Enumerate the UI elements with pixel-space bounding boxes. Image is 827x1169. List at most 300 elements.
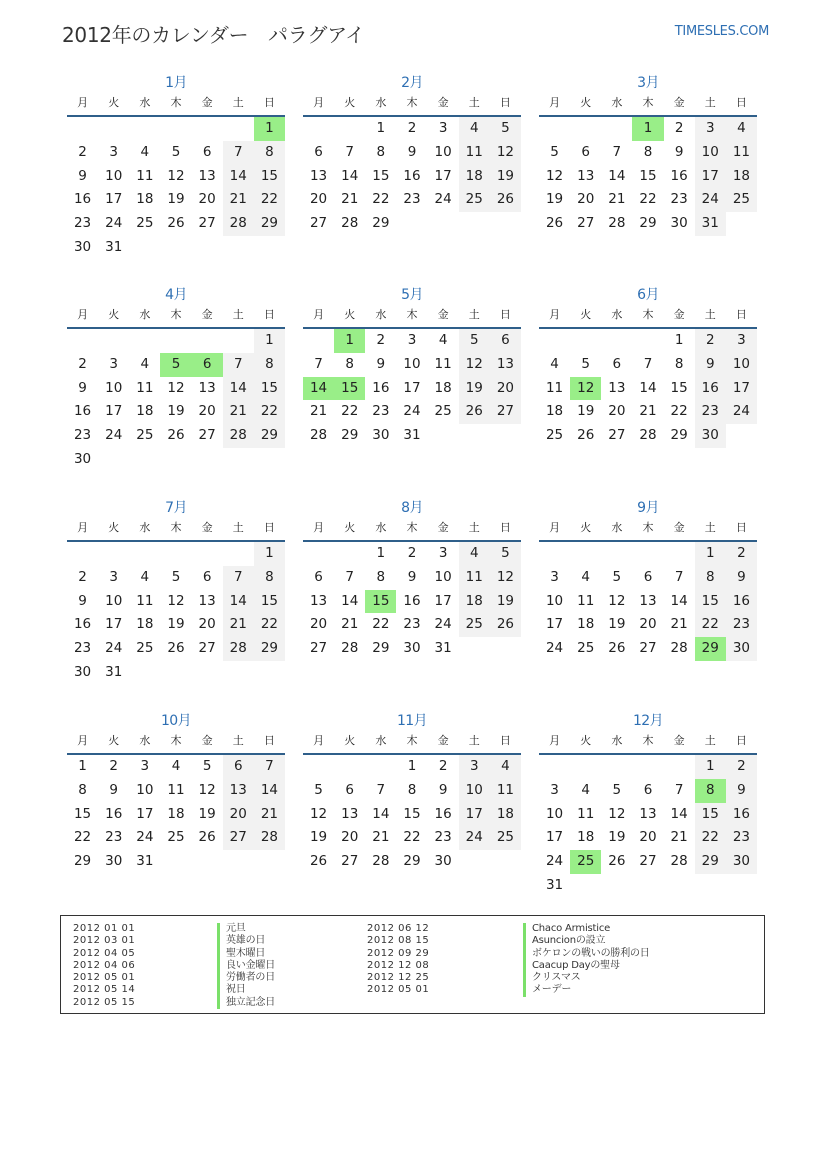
day-cell: 19 bbox=[577, 403, 595, 420]
week-row bbox=[539, 779, 757, 803]
day-cell: 4 bbox=[140, 355, 150, 372]
weekday-label: 土 bbox=[704, 308, 716, 321]
day-cell: 13 bbox=[639, 805, 657, 822]
week-row bbox=[303, 353, 521, 377]
day-cell: 3 bbox=[550, 781, 559, 798]
holiday-dates-col-1 bbox=[73, 923, 135, 1009]
day-cell: 21 bbox=[223, 188, 254, 212]
day-cell: 11 bbox=[459, 141, 490, 165]
day-cell: 10 bbox=[105, 167, 123, 184]
week-row bbox=[303, 590, 521, 614]
weekday-label: 木 bbox=[170, 308, 182, 321]
day-cell: 15 bbox=[372, 167, 390, 184]
day-cell: 1 bbox=[78, 758, 87, 774]
day-cell: 1 bbox=[674, 332, 684, 348]
day-cell: 14 bbox=[639, 379, 657, 396]
day-cell: 10 bbox=[434, 143, 452, 160]
month-name: 4月 bbox=[165, 287, 187, 303]
empty-cell bbox=[428, 212, 459, 236]
day-cell: 13 bbox=[639, 592, 657, 609]
week-row bbox=[303, 826, 521, 850]
weekday-label: 水 bbox=[139, 96, 151, 109]
day-cell: 2 bbox=[78, 568, 87, 585]
empty-cell bbox=[160, 117, 191, 141]
day-cell: 3 bbox=[459, 755, 490, 779]
day-cell: 7 bbox=[223, 353, 254, 377]
weekday-label: 火 bbox=[344, 96, 356, 109]
day-cell: 23 bbox=[403, 191, 421, 208]
day-cell: 5 bbox=[550, 143, 559, 160]
month-name: 5月 bbox=[401, 287, 423, 303]
week-row bbox=[539, 874, 757, 898]
day-cell: 30 bbox=[695, 424, 726, 448]
weekday-label: 日 bbox=[263, 308, 275, 321]
day-cell: 20 bbox=[639, 616, 657, 633]
month-name: 3月 bbox=[637, 75, 659, 91]
day-cell: 26 bbox=[167, 640, 185, 657]
day-cell: 12 bbox=[608, 592, 626, 609]
empty-cell bbox=[192, 542, 223, 566]
day-cell: 23 bbox=[372, 403, 390, 420]
empty-cell bbox=[98, 448, 129, 472]
day-cell: 6 bbox=[581, 143, 590, 160]
day-cell: 7 bbox=[254, 755, 285, 779]
day-cell: 15 bbox=[254, 165, 285, 189]
day-cell: 4 bbox=[171, 758, 181, 774]
empty-cell bbox=[726, 874, 757, 898]
week-row bbox=[539, 590, 757, 614]
day-cell: 1 bbox=[376, 545, 386, 561]
weekday-label: 月 bbox=[77, 521, 89, 534]
empty-cell bbox=[223, 448, 254, 472]
weekday-header bbox=[539, 93, 757, 117]
day-cell: 7 bbox=[376, 781, 386, 798]
empty-cell bbox=[490, 212, 521, 236]
week-row bbox=[539, 803, 757, 827]
empty-cell bbox=[632, 329, 663, 353]
weekday-header bbox=[67, 93, 285, 117]
weekday-label: 日 bbox=[735, 96, 747, 109]
holiday-name: 英雄の日 bbox=[217, 935, 275, 947]
month-calendar bbox=[299, 498, 521, 661]
holiday-date: 2012 05 15 bbox=[73, 996, 136, 1008]
day-cell: 17 bbox=[695, 165, 726, 189]
day-cell: 16 bbox=[726, 590, 757, 614]
weekday-label: 土 bbox=[468, 308, 480, 321]
day-cell: 5 bbox=[612, 568, 622, 585]
holiday-date: 2012 12 08 bbox=[367, 959, 430, 971]
weekday-label: 日 bbox=[499, 734, 511, 747]
weekday-label: 日 bbox=[499, 96, 511, 109]
empty-cell bbox=[539, 117, 570, 141]
day-cell: 22 bbox=[403, 829, 421, 846]
day-cell: 9 bbox=[726, 566, 757, 590]
day-cell: 16 bbox=[73, 191, 92, 208]
day-cell: 24 bbox=[105, 427, 123, 444]
day-cell: 14 bbox=[670, 592, 688, 609]
week-row bbox=[539, 353, 757, 377]
month-name: 1月 bbox=[165, 75, 187, 91]
empty-cell bbox=[539, 329, 570, 353]
month-name: 11月 bbox=[396, 713, 427, 729]
day-cell: 15 bbox=[670, 379, 688, 396]
day-cell: 6 bbox=[314, 143, 323, 160]
day-cell: 12 bbox=[309, 805, 328, 822]
week-row bbox=[67, 542, 285, 566]
weekday-label: 日 bbox=[735, 734, 747, 747]
week-row bbox=[67, 590, 285, 614]
empty-cell bbox=[303, 329, 334, 353]
empty-cell bbox=[254, 661, 285, 685]
day-cell: 3 bbox=[438, 120, 448, 136]
day-cell: 26 bbox=[490, 188, 521, 212]
day-cell: 4 bbox=[550, 355, 559, 372]
week-row bbox=[67, 165, 285, 189]
weekday-label: 木 bbox=[642, 521, 654, 534]
day-cell: 2 bbox=[695, 329, 726, 353]
weekday-label: 土 bbox=[704, 96, 716, 109]
weekday-label: 火 bbox=[108, 96, 120, 109]
day-cell: 11 bbox=[459, 566, 490, 590]
empty-cell bbox=[490, 637, 521, 661]
day-cell: 17 bbox=[545, 616, 564, 633]
empty-cell bbox=[539, 755, 570, 779]
day-cell: 10 bbox=[726, 353, 757, 377]
day-cell: 28 bbox=[608, 215, 626, 232]
weekday-label: 水 bbox=[139, 734, 151, 747]
day-cell: 5 bbox=[612, 781, 622, 798]
day-cell: 4 bbox=[140, 143, 150, 160]
day-cell: 29 bbox=[639, 215, 657, 232]
day-cell: 15 bbox=[73, 805, 92, 822]
weekday-label: 金 bbox=[437, 96, 449, 109]
day-cell: 27 bbox=[309, 640, 328, 657]
site-link[interactable]: TIMESLES.COM bbox=[674, 24, 769, 39]
week-row bbox=[67, 755, 285, 779]
day-cell: 17 bbox=[403, 379, 421, 396]
day-cell: 5 bbox=[314, 781, 323, 798]
day-cell: 12 bbox=[490, 566, 521, 590]
day-cell: 1 bbox=[695, 542, 726, 566]
day-cell: 4 bbox=[459, 117, 490, 141]
day-cell: 25 bbox=[136, 427, 154, 444]
day-cell: 24 bbox=[545, 640, 564, 657]
day-cell: 21 bbox=[341, 616, 359, 633]
weekday-label: 金 bbox=[201, 734, 213, 747]
weekday-label: 日 bbox=[499, 308, 511, 321]
day-cell: 31 bbox=[105, 238, 123, 255]
empty-cell bbox=[490, 424, 521, 448]
weekday-label: 火 bbox=[580, 308, 592, 321]
day-cell: 16 bbox=[73, 616, 92, 633]
day-cell: 13 bbox=[223, 779, 254, 803]
weekday-label: 木 bbox=[406, 308, 418, 321]
empty-cell bbox=[303, 755, 334, 779]
day-cell: 21 bbox=[372, 829, 390, 846]
weekday-header bbox=[67, 731, 285, 755]
empty-cell bbox=[129, 117, 160, 141]
day-cell: 14 bbox=[670, 805, 688, 822]
day-cell: 6 bbox=[202, 143, 212, 160]
day-cell: 20 bbox=[577, 191, 595, 208]
day-cell: 8 bbox=[254, 566, 285, 590]
month-calendar bbox=[63, 285, 285, 472]
day-cell: 19 bbox=[198, 805, 216, 822]
empty-cell bbox=[129, 661, 160, 685]
day-cell: 5 bbox=[490, 117, 521, 141]
holiday-name: Asuncionの設立 bbox=[523, 935, 650, 947]
weekday-label: 日 bbox=[263, 734, 275, 747]
day-cell: 21 bbox=[254, 803, 285, 827]
day-cell: 17 bbox=[545, 829, 564, 846]
day-cell: 10 bbox=[545, 592, 564, 609]
day-cell: 9 bbox=[695, 353, 726, 377]
empty-cell bbox=[459, 212, 490, 236]
weekday-label: 金 bbox=[437, 521, 449, 534]
weekday-label: 水 bbox=[375, 734, 387, 747]
day-cell: 12 bbox=[459, 353, 490, 377]
day-cell: 9 bbox=[78, 379, 87, 396]
day-cell: 29 bbox=[403, 853, 421, 870]
day-cell: 28 bbox=[309, 427, 328, 444]
week-row bbox=[303, 188, 521, 212]
day-cell: 17 bbox=[434, 592, 452, 609]
month-name: 8月 bbox=[401, 500, 423, 516]
day-cell: 10 bbox=[459, 779, 490, 803]
weekday-label: 土 bbox=[468, 96, 480, 109]
day-cell: 26 bbox=[545, 215, 564, 232]
day-cell: 1 bbox=[376, 120, 386, 136]
day-cell: 14 bbox=[223, 377, 254, 401]
day-cell: 2 bbox=[726, 542, 757, 566]
day-cell: 10 bbox=[105, 592, 123, 609]
day-cell: 21 bbox=[341, 191, 359, 208]
empty-cell bbox=[601, 329, 632, 353]
day-cell: 20 bbox=[341, 829, 359, 846]
day-cell: 24 bbox=[105, 215, 123, 232]
day-cell: 15 bbox=[254, 590, 285, 614]
holiday-names-col-2 bbox=[523, 923, 650, 997]
day-cell: 30 bbox=[670, 215, 688, 232]
empty-cell bbox=[726, 424, 757, 448]
day-cell: 8 bbox=[674, 355, 684, 372]
day-cell: 29 bbox=[695, 850, 726, 874]
empty-cell bbox=[601, 755, 632, 779]
weekday-label: 水 bbox=[139, 308, 151, 321]
month-calendar bbox=[535, 73, 757, 236]
week-row bbox=[303, 755, 521, 779]
weekday-label: 日 bbox=[263, 96, 275, 109]
day-cell: 11 bbox=[136, 167, 154, 184]
weekday-label: 土 bbox=[232, 308, 244, 321]
holiday-date: 2012 08 15 bbox=[367, 935, 430, 947]
day-cell: 28 bbox=[223, 637, 254, 661]
day-cell: 24 bbox=[459, 826, 490, 850]
day-cell: 8 bbox=[643, 143, 653, 160]
empty-cell bbox=[192, 448, 223, 472]
day-cell: 11 bbox=[726, 141, 757, 165]
day-cell: 27 bbox=[639, 640, 657, 657]
weekday-label: 水 bbox=[611, 308, 623, 321]
day-cell: 8 bbox=[407, 781, 417, 798]
holiday-date: 2012 05 01 bbox=[367, 984, 430, 996]
day-cell: 29 bbox=[695, 637, 726, 661]
day-cell: 25 bbox=[545, 427, 564, 444]
month-calendar bbox=[299, 285, 521, 448]
month-calendar bbox=[63, 498, 285, 685]
week-row bbox=[67, 141, 285, 165]
day-cell: 16 bbox=[73, 403, 92, 420]
holiday-date: 2012 01 01 bbox=[73, 923, 136, 934]
day-cell: 15 bbox=[695, 803, 726, 827]
empty-cell bbox=[223, 329, 254, 353]
day-cell: 17 bbox=[434, 167, 452, 184]
empty-cell bbox=[160, 329, 191, 353]
empty-cell bbox=[160, 448, 191, 472]
day-cell: 5 bbox=[202, 758, 212, 774]
day-cell: 17 bbox=[459, 803, 490, 827]
day-cell: 27 bbox=[490, 400, 521, 424]
day-cell: 16 bbox=[670, 167, 688, 184]
day-cell: 3 bbox=[109, 568, 118, 585]
holiday-date: 2012 12 25 bbox=[367, 972, 430, 984]
day-cell: 12 bbox=[490, 141, 521, 165]
empty-cell bbox=[192, 850, 223, 874]
weekday-header bbox=[67, 518, 285, 542]
day-cell: 29 bbox=[73, 853, 92, 870]
day-cell: 18 bbox=[577, 829, 595, 846]
day-cell: 27 bbox=[198, 640, 216, 657]
empty-cell bbox=[664, 874, 695, 898]
empty-cell bbox=[303, 117, 334, 141]
day-cell: 15 bbox=[403, 805, 421, 822]
day-cell: 11 bbox=[434, 355, 452, 372]
holiday-dates-col-2 bbox=[367, 923, 429, 997]
empty-cell bbox=[632, 874, 663, 898]
day-cell: 21 bbox=[670, 616, 688, 633]
week-row bbox=[539, 377, 757, 401]
day-cell: 6 bbox=[314, 568, 323, 585]
empty-cell bbox=[67, 117, 98, 141]
week-row bbox=[303, 165, 521, 189]
weekday-label: 土 bbox=[468, 734, 480, 747]
weekday-header bbox=[303, 93, 521, 117]
weekday-header bbox=[303, 518, 521, 542]
day-cell: 19 bbox=[545, 191, 564, 208]
week-row bbox=[67, 188, 285, 212]
empty-cell bbox=[254, 448, 285, 472]
day-cell: 22 bbox=[670, 403, 688, 420]
weekday-label: 土 bbox=[468, 521, 480, 534]
week-row bbox=[303, 613, 521, 637]
holiday-name: 元旦 bbox=[217, 923, 275, 935]
empty-cell bbox=[570, 329, 601, 353]
day-cell: 26 bbox=[167, 215, 185, 232]
empty-cell bbox=[334, 755, 365, 779]
day-cell: 28 bbox=[639, 427, 657, 444]
day-cell: 14 bbox=[223, 590, 254, 614]
day-cell: 19 bbox=[608, 829, 626, 846]
day-cell: 21 bbox=[223, 400, 254, 424]
day-cell: 3 bbox=[550, 568, 559, 585]
empty-cell bbox=[129, 542, 160, 566]
day-cell: 31 bbox=[105, 663, 123, 680]
week-row bbox=[539, 542, 757, 566]
day-cell: 27 bbox=[639, 853, 657, 870]
weekday-label: 日 bbox=[263, 521, 275, 534]
day-cell: 20 bbox=[639, 829, 657, 846]
week-row bbox=[539, 212, 757, 236]
day-cell: 13 bbox=[577, 167, 595, 184]
empty-cell bbox=[223, 850, 254, 874]
weekday-label: 土 bbox=[232, 96, 244, 109]
day-cell: 16 bbox=[403, 592, 421, 609]
day-cell: 30 bbox=[73, 238, 92, 255]
day-cell: 28 bbox=[670, 853, 688, 870]
day-cell: 23 bbox=[726, 826, 757, 850]
empty-cell bbox=[223, 236, 254, 260]
day-cell: 30 bbox=[726, 637, 757, 661]
day-cell: 8 bbox=[695, 779, 726, 803]
day-cell: 19 bbox=[608, 616, 626, 633]
empty-cell bbox=[192, 117, 223, 141]
day-cell: 18 bbox=[459, 590, 490, 614]
week-row bbox=[303, 141, 521, 165]
empty-cell bbox=[632, 542, 663, 566]
day-cell: 28 bbox=[341, 640, 359, 657]
week-row bbox=[67, 424, 285, 448]
weekday-label: 土 bbox=[232, 734, 244, 747]
empty-cell bbox=[129, 236, 160, 260]
day-cell: 26 bbox=[608, 853, 626, 870]
empty-cell bbox=[695, 874, 726, 898]
day-cell: 29 bbox=[254, 424, 285, 448]
day-cell: 27 bbox=[223, 826, 254, 850]
week-row bbox=[539, 188, 757, 212]
holiday-name: 聖木曜日 bbox=[217, 948, 275, 960]
day-cell: 29 bbox=[254, 212, 285, 236]
weekday-label: 月 bbox=[313, 521, 325, 534]
empty-cell bbox=[539, 542, 570, 566]
day-cell: 6 bbox=[643, 568, 653, 585]
day-cell: 21 bbox=[639, 403, 657, 420]
month-name: 2月 bbox=[401, 75, 423, 91]
holiday-date: 2012 04 06 bbox=[73, 959, 136, 971]
day-cell: 30 bbox=[73, 663, 92, 680]
day-cell: 31 bbox=[695, 212, 726, 236]
day-cell: 22 bbox=[695, 826, 726, 850]
day-cell: 16 bbox=[105, 805, 123, 822]
day-cell: 7 bbox=[223, 566, 254, 590]
day-cell: 23 bbox=[73, 215, 92, 232]
empty-cell bbox=[365, 755, 396, 779]
day-cell: 6 bbox=[345, 781, 354, 798]
day-cell: 21 bbox=[223, 613, 254, 637]
day-cell: 11 bbox=[577, 805, 595, 822]
holiday-name: Chaco Armistice bbox=[523, 923, 650, 935]
holiday-date: 2012 05 14 bbox=[73, 984, 136, 996]
day-cell: 16 bbox=[403, 167, 421, 184]
week-row bbox=[303, 850, 521, 874]
weekday-label: 火 bbox=[580, 521, 592, 534]
day-cell: 13 bbox=[309, 592, 328, 609]
day-cell: 16 bbox=[726, 803, 757, 827]
week-row bbox=[539, 755, 757, 779]
day-cell: 5 bbox=[160, 353, 191, 377]
day-cell: 22 bbox=[254, 188, 285, 212]
weekday-label: 火 bbox=[344, 734, 356, 747]
weekday-label: 火 bbox=[344, 308, 356, 321]
